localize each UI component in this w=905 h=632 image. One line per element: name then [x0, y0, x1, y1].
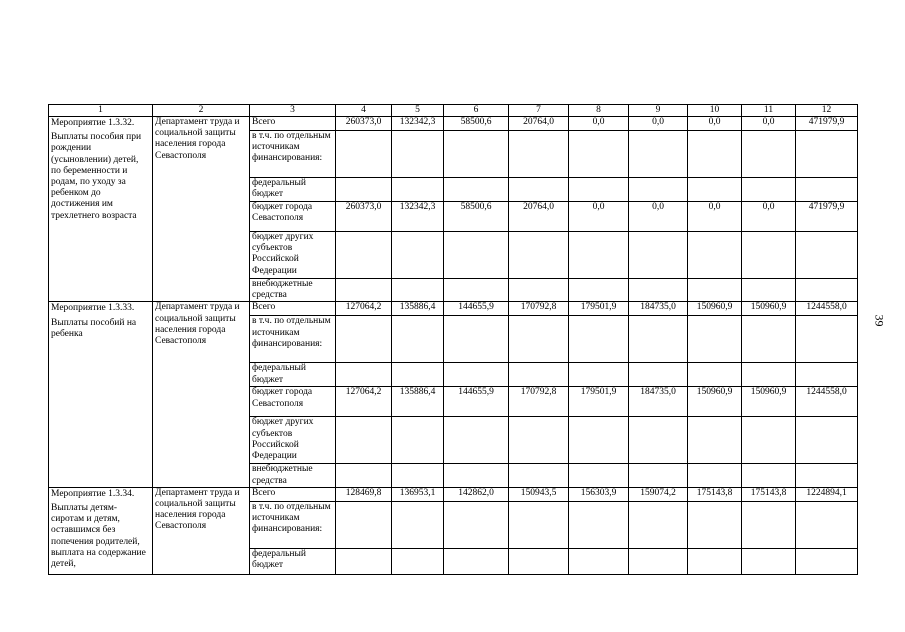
value-cell	[569, 178, 629, 202]
value-cell	[688, 417, 742, 464]
measure-code: Мероприятие 1.3.33.	[51, 303, 135, 314]
value-cell: 179501,9	[569, 302, 629, 316]
value-cell	[569, 464, 629, 487]
value-cell	[336, 501, 392, 548]
value-cell: 156303,9	[569, 487, 629, 501]
value-cell: 58500,6	[444, 202, 509, 232]
header-cell: 5	[392, 105, 444, 117]
value-cell	[444, 464, 509, 487]
funding-source-cell: федеральный бюджет	[250, 548, 336, 574]
value-cell	[444, 178, 509, 202]
value-cell: 127064,2	[336, 387, 392, 417]
value-cell	[569, 417, 629, 464]
value-cell: 135886,4	[392, 302, 444, 316]
value-cell	[569, 501, 629, 548]
value-cell	[336, 316, 392, 363]
page-number: 39	[872, 314, 887, 327]
value-cell: 135886,4	[392, 387, 444, 417]
header-cell: 3	[250, 105, 336, 117]
value-cell	[688, 178, 742, 202]
value-cell	[392, 548, 444, 574]
value-cell: 144655,9	[444, 387, 509, 417]
value-cell	[392, 417, 444, 464]
value-cell	[509, 548, 569, 574]
value-cell: 175143,8	[688, 487, 742, 501]
table-row	[49, 487, 858, 501]
value-cell	[392, 178, 444, 202]
value-cell	[629, 232, 688, 279]
value-cell: 1244558,0	[796, 387, 858, 417]
measure-code: Мероприятие 1.3.32.	[51, 118, 135, 128]
header-cell: 8	[569, 105, 629, 117]
value-cell	[796, 316, 858, 363]
value-cell	[392, 464, 444, 487]
value-cell	[796, 501, 858, 548]
header-cell: 7	[509, 105, 569, 117]
value-cell	[688, 464, 742, 487]
value-cell	[688, 548, 742, 574]
value-cell	[336, 279, 392, 302]
value-cell: 184735,0	[629, 387, 688, 417]
value-cell: 142862,0	[444, 487, 509, 501]
value-cell	[629, 501, 688, 548]
funding-source-cell: Всего	[250, 117, 336, 131]
value-cell	[509, 417, 569, 464]
value-cell: 150960,9	[742, 302, 796, 316]
value-cell	[796, 232, 858, 279]
value-cell: 471979,9	[796, 117, 858, 131]
funding-source-cell: бюджет других субъектов Российской Федерации	[250, 232, 336, 279]
value-cell	[688, 501, 742, 548]
table-body	[49, 105, 858, 575]
value-cell: 0,0	[569, 117, 629, 131]
funding-source-cell: Всего	[250, 302, 336, 316]
measure-cell	[49, 487, 153, 574]
department-cell: Департамент труда и социальной защиты населения города Севастополя	[153, 487, 250, 574]
value-cell	[629, 131, 688, 178]
value-cell	[444, 316, 509, 363]
value-cell	[392, 363, 444, 387]
funding-source-cell: федеральный бюджет	[250, 363, 336, 387]
value-cell	[796, 131, 858, 178]
value-cell: 150960,9	[688, 302, 742, 316]
value-cell	[392, 316, 444, 363]
value-cell	[392, 501, 444, 548]
value-cell: 136953,1	[392, 487, 444, 501]
value-cell	[742, 316, 796, 363]
value-cell	[509, 279, 569, 302]
value-cell: 0,0	[629, 117, 688, 131]
value-cell: 170792,8	[509, 302, 569, 316]
measure-title: Выплаты пособий на ребенка	[51, 317, 137, 339]
value-cell	[444, 501, 509, 548]
funding-source-cell: в т.ч. по отдельным источникам финансирования:	[250, 501, 336, 548]
value-cell	[742, 464, 796, 487]
header-cell: 10	[688, 105, 742, 117]
value-cell	[444, 279, 509, 302]
header-cell: 1	[49, 105, 153, 117]
value-cell: 0,0	[629, 202, 688, 232]
value-cell	[688, 363, 742, 387]
value-cell	[742, 363, 796, 387]
value-cell: 1244558,0	[796, 302, 858, 316]
funding-source-cell: внебюджетные средства	[250, 464, 336, 487]
value-cell	[569, 232, 629, 279]
value-cell	[336, 464, 392, 487]
value-cell	[742, 279, 796, 302]
value-cell	[629, 417, 688, 464]
value-cell	[742, 501, 796, 548]
value-cell	[569, 363, 629, 387]
funding-source-cell: в т.ч. по отдельным источникам финансирования:	[250, 131, 336, 178]
value-cell: 159074,2	[629, 487, 688, 501]
department-cell: Департамент труда и социальной защиты населения города Севастополя	[153, 302, 250, 487]
value-cell: 260373,0	[336, 117, 392, 131]
value-cell	[629, 363, 688, 387]
value-cell	[742, 548, 796, 574]
funding-source-cell: Всего	[250, 487, 336, 501]
value-cell	[742, 131, 796, 178]
value-cell	[688, 279, 742, 302]
value-cell	[392, 279, 444, 302]
value-cell	[509, 131, 569, 178]
value-cell	[796, 279, 858, 302]
value-cell	[444, 131, 509, 178]
value-cell: 175143,8	[742, 487, 796, 501]
value-cell	[742, 178, 796, 202]
value-cell: 0,0	[688, 202, 742, 232]
budget-table	[48, 104, 858, 575]
value-cell	[336, 363, 392, 387]
value-cell	[569, 131, 629, 178]
value-cell	[336, 232, 392, 279]
value-cell	[509, 178, 569, 202]
value-cell: 0,0	[569, 202, 629, 232]
header-cell: 6	[444, 105, 509, 117]
value-cell	[688, 131, 742, 178]
value-cell	[444, 548, 509, 574]
value-cell	[742, 232, 796, 279]
value-cell	[509, 232, 569, 279]
value-cell	[629, 316, 688, 363]
measure-title: Выплаты пособия при рождении (усыновлении) детей, по беременности и родам, по уходу за ребенком до достижения им трехлетнего возраста	[51, 132, 142, 221]
funding-source-cell: бюджет города Севастополя	[250, 387, 336, 417]
value-cell	[796, 178, 858, 202]
header-cell: 2	[153, 105, 250, 117]
value-cell	[569, 548, 629, 574]
value-cell: 150960,9	[742, 387, 796, 417]
value-cell	[688, 316, 742, 363]
header-cell: 9	[629, 105, 688, 117]
funding-source-cell: федеральный бюджет	[250, 178, 336, 202]
value-cell	[444, 363, 509, 387]
header-cell: 4	[336, 105, 392, 117]
table-row	[49, 117, 858, 131]
value-cell	[509, 501, 569, 548]
value-cell	[629, 548, 688, 574]
value-cell: 20764,0	[509, 202, 569, 232]
value-cell	[796, 363, 858, 387]
value-cell: 150943,5	[509, 487, 569, 501]
funding-source-cell: бюджет других субъектов Российской Федерации	[250, 417, 336, 464]
measure-title: Выплаты детям-сиротам и детям, оставшимся без попечения родителей, выплата на содержание детей,	[51, 503, 146, 570]
value-cell	[796, 548, 858, 574]
value-cell: 1224894,1	[796, 487, 858, 501]
table-row	[49, 302, 858, 316]
value-cell	[336, 548, 392, 574]
value-cell	[509, 464, 569, 487]
value-cell: 20764,0	[509, 117, 569, 131]
value-cell: 58500,6	[444, 117, 509, 131]
value-cell: 132342,3	[392, 202, 444, 232]
funding-source-cell: в т.ч. по отдельным источникам финансирования:	[250, 316, 336, 363]
value-cell: 150960,9	[688, 387, 742, 417]
value-cell	[444, 417, 509, 464]
value-cell	[509, 363, 569, 387]
value-cell: 128469,8	[336, 487, 392, 501]
value-cell: 132342,3	[392, 117, 444, 131]
value-cell: 0,0	[688, 117, 742, 131]
value-cell	[509, 316, 569, 363]
value-cell	[392, 232, 444, 279]
value-cell: 127064,2	[336, 302, 392, 316]
value-cell	[444, 232, 509, 279]
value-cell	[569, 279, 629, 302]
value-cell: 0,0	[742, 202, 796, 232]
value-cell	[569, 316, 629, 363]
value-cell: 260373,0	[336, 202, 392, 232]
measure-cell	[49, 302, 153, 487]
header-cell: 11	[742, 105, 796, 117]
header-cell: 12	[796, 105, 858, 117]
department-cell: Департамент труда и социальной защиты населения города Севастополя	[153, 117, 250, 302]
value-cell	[392, 131, 444, 178]
funding-source-cell: бюджет города Севастополя	[250, 202, 336, 232]
value-cell: 184735,0	[629, 302, 688, 316]
value-cell	[742, 417, 796, 464]
value-cell: 144655,9	[444, 302, 509, 316]
value-cell	[629, 279, 688, 302]
value-cell	[629, 464, 688, 487]
value-cell	[629, 178, 688, 202]
value-cell	[688, 232, 742, 279]
header-row	[49, 105, 858, 117]
value-cell: 0,0	[742, 117, 796, 131]
funding-source-cell: внебюджетные средства	[250, 279, 336, 302]
measure-cell	[49, 117, 153, 302]
value-cell: 179501,9	[569, 387, 629, 417]
value-cell	[336, 417, 392, 464]
value-cell: 471979,9	[796, 202, 858, 232]
value-cell: 170792,8	[509, 387, 569, 417]
value-cell	[336, 178, 392, 202]
value-cell	[336, 131, 392, 178]
value-cell	[796, 417, 858, 464]
value-cell	[796, 464, 858, 487]
measure-code: Мероприятие 1.3.34.	[51, 488, 135, 499]
